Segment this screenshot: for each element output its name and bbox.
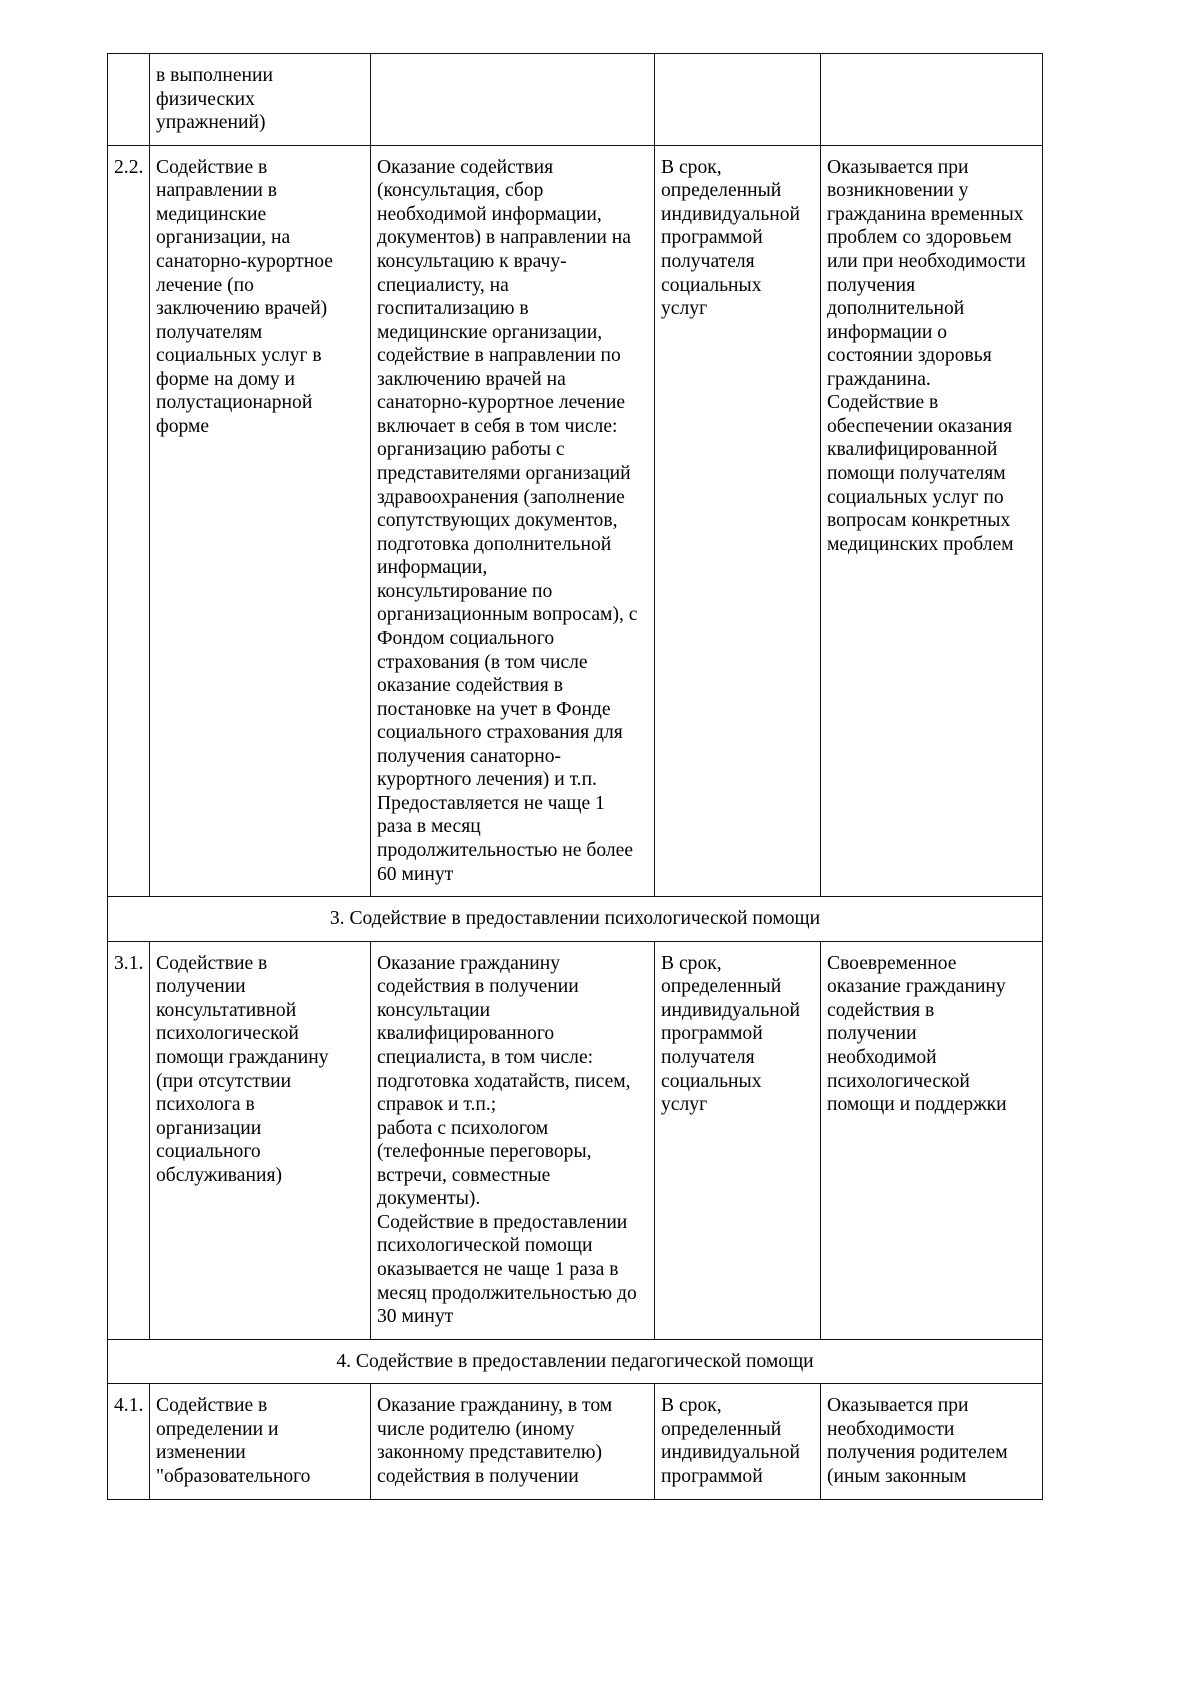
- service-notes-cell: [821, 54, 1043, 146]
- section-row: [108, 1339, 1043, 1384]
- service-term-cell: В срок, определенный индивидуальной программой: [655, 1384, 821, 1499]
- service-term-cell: В срок, определенный индивидуальной программой получателя социальных услуг: [655, 145, 821, 896]
- section-heading: 3. Содействие в предоставлении психологической помощи: [108, 897, 1043, 942]
- section-heading: 4. Содействие в предоставлении педагогической помощи: [108, 1339, 1043, 1384]
- service-notes-cell: Оказывается при возникновении у гражданина временных проблем со здоровьем или при необходимости получения дополнительной информации о состоянии здоровья гражданина. Содействие в обеспечении оказания квалифицированной помощи получателям социальных услуг по вопросам конкретных медицинских проблем: [821, 145, 1043, 896]
- service-name-cell: Содействие в получении консультативной психологической помощи гражданину (при отсутствии психолога в организации социального обслуживания): [150, 941, 371, 1339]
- service-content-cell: Оказание содействия (консультация, сбор необходимой информации, документов) в направлении на консультацию к врачу- специалисту, на госпитализацию в медицинские организации, содействие в направлении по заключению врачей на санаторно-курортное лечение включает в себя в том числе: организацию работы с представителями организаций здравоохранения (заполнение сопутствующих документов, подготовка дополнительной информации, консультирование по организационным вопросам), с Фондом социального страхования (в том числе оказание содействия в постановке на учет в Фонде социального страхования для получения санаторно- курортного лечения) и т.п. Предоставляется не чаще 1 раза в месяц продолжительностью не более 60 минут: [371, 145, 655, 896]
- service-content-cell: Оказание гражданину содействия в получении консультации квалифицированного специалиста, в том числе: подготовка ходатайств, писем, справок и т.п.; работа с психологом (телефонные переговоры, встречи, совместные документы). Содействие в предоставлении психологической помощи оказывается не чаще 1 раза в месяц продолжительностью до 30 минут: [371, 941, 655, 1339]
- service-term-cell: [655, 54, 821, 146]
- service-notes-cell: Оказывается при необходимости получения родителем (иным законным: [821, 1384, 1043, 1499]
- service-content-cell: [371, 54, 655, 146]
- table-row: [108, 941, 1043, 1339]
- service-term-cell: В срок, определенный индивидуальной программой получателя социальных услуг: [655, 941, 821, 1339]
- table-row: [108, 1384, 1043, 1499]
- row-number-cell: 2.2.: [108, 145, 150, 896]
- row-number-cell: 4.1.: [108, 1384, 150, 1499]
- service-name-cell: Содействие в определении и изменении "образовательного: [150, 1384, 371, 1499]
- row-number-cell: 3.1.: [108, 941, 150, 1339]
- section-row: [108, 897, 1043, 942]
- row-number-cell: [108, 54, 150, 146]
- service-name-cell: Содействие в направлении в медицинские организации, на санаторно-курортное лечение (по заключению врачей) получателям социальных услуг в форме на дому и полустационарной форме: [150, 145, 371, 896]
- service-notes-cell: Своевременное оказание гражданину содействия в получении необходимой психологической помощи и поддержки: [821, 941, 1043, 1339]
- social-services-table: [107, 53, 1043, 1500]
- table-row: [108, 145, 1043, 896]
- table-row: [108, 54, 1043, 146]
- service-content-cell: Оказание гражданину, в том числе родителю (иному законному представителю) содействия в получении: [371, 1384, 655, 1499]
- service-name-cell: в выполнении физических упражнений): [150, 54, 371, 146]
